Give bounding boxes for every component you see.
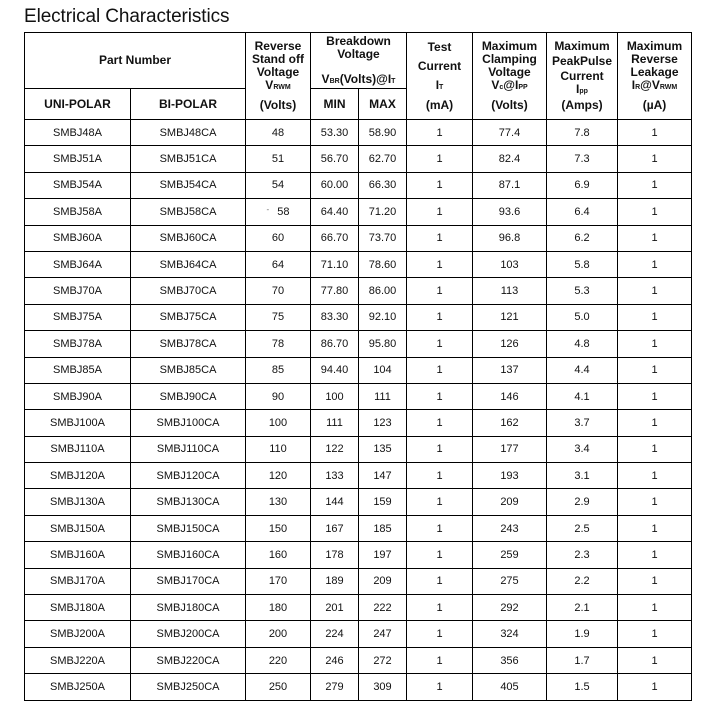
table-row (25, 436, 692, 462)
header-uni-polar: UNI-POLAR (25, 89, 131, 120)
header-part-number: Part Number (25, 33, 246, 89)
cell-test-current: 1 (407, 436, 473, 462)
cell-peak-pulse-current: 1.9 (547, 621, 618, 647)
header-vrwm-line2: Stand off (252, 52, 304, 66)
cell-bi-polar: SMBJ150CA (131, 515, 246, 541)
cell-vrwm: 110 (246, 436, 311, 462)
cell-peak-pulse-current: 4.4 (547, 357, 618, 383)
cell-clamping-voltage: 87.1 (473, 172, 547, 198)
cell-reverse-leakage: 1 (618, 278, 692, 304)
cell-vbr-max: 209 (359, 568, 407, 594)
header-peak-line2: PeakPulse (551, 54, 613, 68)
header-vbr-min: MIN (311, 89, 359, 120)
cell-peak-pulse-current: 2.1 (547, 595, 618, 621)
cell-peak-pulse-current: 2.5 (547, 515, 618, 541)
cell-vbr-min: 224 (311, 621, 359, 647)
cell-uni-polar: SMBJ200A (25, 621, 131, 647)
table-row (25, 278, 692, 304)
cell-vrwm: 54 (246, 172, 311, 198)
table-row (25, 542, 692, 568)
cell-test-current: 1 (407, 621, 473, 647)
cell-bi-polar: SMBJ180CA (131, 595, 246, 621)
cell-vbr-max: 111 (359, 383, 407, 409)
cell-uni-polar: SMBJ170A (25, 568, 131, 594)
header-peak-line1: Maximum (554, 39, 610, 53)
header-leakage-line2: Reverse (631, 52, 678, 66)
cell-reverse-leakage: 1 (618, 595, 692, 621)
header-test-symbol: IT (435, 77, 444, 92)
cell-bi-polar: SMBJ120CA (131, 463, 246, 489)
cell-vbr-min: 122 (311, 436, 359, 462)
cell-clamping-voltage: 121 (473, 304, 547, 330)
cell-vrwm: 51 (246, 146, 311, 172)
table-row (25, 331, 692, 357)
cell-vrwm: 120 (246, 463, 311, 489)
cell-vbr-min: 178 (311, 542, 359, 568)
table-row (25, 146, 692, 172)
cell-test-current: 1 (407, 304, 473, 330)
cell-test-current: 1 (407, 172, 473, 198)
cell-vbr-min: 94.40 (311, 357, 359, 383)
cell-vbr-min: 201 (311, 595, 359, 621)
cell-uni-polar: SMBJ160A (25, 542, 131, 568)
cell-vbr-max: 147 (359, 463, 407, 489)
cell-clamping-voltage: 177 (473, 436, 547, 462)
header-test-unit: (mA) (425, 97, 454, 112)
cell-uni-polar: SMBJ51A (25, 146, 131, 172)
cell-bi-polar: SMBJ64CA (131, 251, 246, 277)
cell-vbr-max: 58.90 (359, 120, 407, 146)
section-title: Electrical Characteristics (24, 6, 230, 27)
cell-vbr-min: 56.70 (311, 146, 359, 172)
cell-reverse-leakage: 1 (618, 304, 692, 330)
cell-uni-polar: SMBJ220A (25, 647, 131, 673)
cell-peak-pulse-current: 7.8 (547, 120, 618, 146)
electrical-characteristics-table (24, 32, 692, 701)
cell-vbr-min: 167 (311, 515, 359, 541)
header-max-peak-pulse-current (547, 33, 618, 120)
cell-peak-pulse-current: 1.5 (547, 674, 618, 700)
cell-reverse-leakage: 1 (618, 120, 692, 146)
cell-uni-polar: SMBJ180A (25, 595, 131, 621)
cell-clamping-voltage: 275 (473, 568, 547, 594)
cell-reverse-leakage: 1 (618, 568, 692, 594)
cell-test-current: 1 (407, 410, 473, 436)
cell-clamping-voltage: 405 (473, 674, 547, 700)
cell-bi-polar: SMBJ78CA (131, 331, 246, 357)
header-vrwm-line1: Reverse (254, 39, 302, 53)
cell-vbr-min: 246 (311, 647, 359, 673)
cell-vrwm: 130 (246, 489, 311, 515)
cell-vbr-min: 53.30 (311, 120, 359, 146)
cell-vbr-min: 133 (311, 463, 359, 489)
cell-vbr-min: 66.70 (311, 225, 359, 251)
cell-vrwm: 64 (246, 251, 311, 277)
cell-peak-pulse-current: 2.3 (547, 542, 618, 568)
cell-bi-polar: SMBJ200CA (131, 621, 246, 647)
cell-vbr-max: 71.20 (359, 199, 407, 225)
cell-reverse-leakage: 1 (618, 172, 692, 198)
header-test-current (407, 33, 473, 120)
cell-test-current: 1 (407, 357, 473, 383)
header-vrwm-line3: Voltage (256, 65, 300, 79)
cell-clamping-voltage: 82.4 (473, 146, 547, 172)
cell-reverse-leakage: 1 (618, 436, 692, 462)
cell-vbr-max: 222 (359, 595, 407, 621)
cell-peak-pulse-current: 6.4 (547, 199, 618, 225)
table-row (25, 199, 692, 225)
cell-reverse-leakage: 1 (618, 647, 692, 673)
cell-vbr-min: 77.80 (311, 278, 359, 304)
cell-uni-polar: SMBJ90A (25, 383, 131, 409)
header-vrwm-symbol: VRWM (265, 78, 291, 92)
header-bi-polar: BI-POLAR (131, 89, 246, 120)
cell-vrwm: 220 (246, 647, 311, 673)
cell-peak-pulse-current: 2.2 (547, 568, 618, 594)
cell-uni-polar: SMBJ85A (25, 357, 131, 383)
cell-vbr-min: 144 (311, 489, 359, 515)
cell-peak-pulse-current: 6.9 (547, 172, 618, 198)
header-peak-symbol: Ipp (576, 82, 588, 96)
cell-clamping-voltage: 209 (473, 489, 547, 515)
table-row (25, 225, 692, 251)
cell-reverse-leakage: 1 (618, 251, 692, 277)
cell-uni-polar: SMBJ58A (25, 199, 131, 225)
cell-uni-polar: SMBJ75A (25, 304, 131, 330)
cell-vbr-max: 95.80 (359, 331, 407, 357)
cell-test-current: 1 (407, 146, 473, 172)
cell-test-current: 1 (407, 647, 473, 673)
table-row (25, 595, 692, 621)
cell-bi-polar: SMBJ250CA (131, 674, 246, 700)
cell-vbr-max: 104 (359, 357, 407, 383)
cell-uni-polar: SMBJ250A (25, 674, 131, 700)
cell-clamping-voltage: 77.4 (473, 120, 547, 146)
header-max-clamping-voltage (473, 33, 547, 120)
cell-test-current: 1 (407, 542, 473, 568)
cell-uni-polar: SMBJ120A (25, 463, 131, 489)
cell-vbr-max: 66.30 (359, 172, 407, 198)
cell-test-current: 1 (407, 463, 473, 489)
cell-vbr-min: 60.00 (311, 172, 359, 198)
cell-bi-polar: SMBJ90CA (131, 383, 246, 409)
header-clamping-line1: Maximum (481, 39, 538, 53)
cell-clamping-voltage: 259 (473, 542, 547, 568)
cell-uni-polar: SMBJ150A (25, 515, 131, 541)
cell-peak-pulse-current: 1.7 (547, 647, 618, 673)
cell-clamping-voltage: 243 (473, 515, 547, 541)
table-row (25, 515, 692, 541)
table-row (25, 463, 692, 489)
stray-mark: - (266, 204, 270, 214)
table-row (25, 410, 692, 436)
cell-bi-polar: SMBJ70CA (131, 278, 246, 304)
cell-uni-polar: SMBJ54A (25, 172, 131, 198)
cell-test-current: 1 (407, 120, 473, 146)
table-row (25, 674, 692, 700)
header-vrwm-unit: (Volts) (259, 98, 297, 112)
header-max-reverse-leakage (618, 33, 692, 120)
cell-vrwm: 85 (246, 357, 311, 383)
cell-test-current: 1 (407, 199, 473, 225)
header-peak-line3: Current (560, 69, 604, 83)
cell-value: 58 (277, 205, 290, 218)
cell-reverse-leakage: 1 (618, 331, 692, 357)
cell-clamping-voltage: 126 (473, 331, 547, 357)
header-leakage-line3: Leakage (630, 65, 679, 79)
cell-peak-pulse-current: 2.9 (547, 489, 618, 515)
cell-reverse-leakage: 1 (618, 542, 692, 568)
cell-vbr-min: 86.70 (311, 331, 359, 357)
header-leakage-line1: Maximum (626, 39, 683, 53)
cell-peak-pulse-current: 4.8 (547, 331, 618, 357)
cell-vbr-max: 78.60 (359, 251, 407, 277)
cell-vbr-max: 309 (359, 674, 407, 700)
cell-reverse-leakage: 1 (618, 357, 692, 383)
cell-vbr-max: 123 (359, 410, 407, 436)
cell-test-current: 1 (407, 278, 473, 304)
cell-vrwm: 150 (246, 515, 311, 541)
header-clamping-line2: Clamping (482, 52, 537, 66)
header-test-line1: Test (427, 39, 452, 54)
table-row (25, 647, 692, 673)
table-row (25, 383, 692, 409)
table-row (25, 621, 692, 647)
header-clamping-unit: (Volts) (491, 98, 528, 112)
cell-peak-pulse-current: 3.1 (547, 463, 618, 489)
cell-reverse-leakage: 1 (618, 410, 692, 436)
cell-test-current: 1 (407, 515, 473, 541)
cell-reverse-leakage: 1 (618, 146, 692, 172)
cell-test-current: 1 (407, 225, 473, 251)
cell-vbr-max: 73.70 (359, 225, 407, 251)
cell-peak-pulse-current: 7.3 (547, 146, 618, 172)
cell-vrwm: 48 (246, 120, 311, 146)
header-peak-unit: (Amps) (561, 98, 603, 112)
cell-clamping-voltage: 113 (473, 278, 547, 304)
cell-vrwm: 170 (246, 568, 311, 594)
cell-vrwm: 70 (246, 278, 311, 304)
cell-bi-polar: SMBJ54CA (131, 172, 246, 198)
cell-test-current: 1 (407, 383, 473, 409)
table-row (25, 251, 692, 277)
header-test-line2: Current (417, 58, 462, 73)
cell-reverse-leakage: 1 (618, 383, 692, 409)
header-breakdown-symbol: VBR(Volts)@IT (321, 72, 396, 86)
cell-uni-polar: SMBJ48A (25, 120, 131, 146)
cell-vbr-max: 135 (359, 436, 407, 462)
cell-bi-polar: SMBJ160CA (131, 542, 246, 568)
header-clamping-line3: Voltage (488, 65, 531, 79)
cell-bi-polar: SMBJ60CA (131, 225, 246, 251)
cell-vbr-max: 272 (359, 647, 407, 673)
cell-bi-polar: SMBJ48CA (131, 120, 246, 146)
cell-uni-polar: SMBJ78A (25, 331, 131, 357)
cell-clamping-voltage: 146 (473, 383, 547, 409)
cell-clamping-voltage: 137 (473, 357, 547, 383)
cell-clamping-voltage: 103 (473, 251, 547, 277)
cell-clamping-voltage: 193 (473, 463, 547, 489)
cell-reverse-leakage: 1 (618, 225, 692, 251)
cell-reverse-leakage: 1 (618, 515, 692, 541)
table-row (25, 172, 692, 198)
cell-clamping-voltage: 356 (473, 647, 547, 673)
table-row (25, 120, 692, 146)
cell-test-current: 1 (407, 568, 473, 594)
cell-vrwm: 90 (246, 383, 311, 409)
cell-uni-polar: SMBJ110A (25, 436, 131, 462)
cell-test-current: 1 (407, 674, 473, 700)
cell-vrwm: 60 (246, 225, 311, 251)
cell-peak-pulse-current: 5.0 (547, 304, 618, 330)
cell-vbr-max: 86.00 (359, 278, 407, 304)
cell-clamping-voltage: 162 (473, 410, 547, 436)
cell-uni-polar: SMBJ100A (25, 410, 131, 436)
cell-vbr-min: 64.40 (311, 199, 359, 225)
header-leakage-symbol: IR@VRWM (631, 78, 678, 92)
cell-peak-pulse-current: 5.8 (547, 251, 618, 277)
header-breakdown-line1: Breakdown (326, 34, 391, 48)
cell-reverse-leakage: 1 (618, 199, 692, 225)
cell-bi-polar: SMBJ51CA (131, 146, 246, 172)
cell-bi-polar: SMBJ220CA (131, 647, 246, 673)
cell-test-current: 1 (407, 251, 473, 277)
table-row (25, 357, 692, 383)
cell-test-current: 1 (407, 595, 473, 621)
cell-vbr-max: 247 (359, 621, 407, 647)
cell-vrwm: 78 (246, 331, 311, 357)
cell-vbr-max: 197 (359, 542, 407, 568)
cell-reverse-leakage: 1 (618, 674, 692, 700)
cell-bi-polar: SMBJ130CA (131, 489, 246, 515)
cell-vrwm: 75 (246, 304, 311, 330)
cell-vbr-min: 83.30 (311, 304, 359, 330)
cell-bi-polar: SMBJ75CA (131, 304, 246, 330)
cell-vrwm: 200 (246, 621, 311, 647)
cell-peak-pulse-current: 4.1 (547, 383, 618, 409)
header-vbr-max: MAX (359, 89, 407, 120)
cell-vrwm (246, 199, 311, 225)
cell-uni-polar: SMBJ60A (25, 225, 131, 251)
table-body (25, 120, 692, 701)
cell-uni-polar: SMBJ70A (25, 278, 131, 304)
cell-vbr-max: 62.70 (359, 146, 407, 172)
table-row (25, 489, 692, 515)
cell-bi-polar: SMBJ170CA (131, 568, 246, 594)
cell-peak-pulse-current: 6.2 (547, 225, 618, 251)
cell-vrwm: 160 (246, 542, 311, 568)
cell-test-current: 1 (407, 489, 473, 515)
cell-vrwm: 180 (246, 595, 311, 621)
header-leakage-unit: (µA) (642, 98, 667, 112)
header-breakdown-line2: Voltage (337, 47, 380, 61)
cell-peak-pulse-current: 3.4 (547, 436, 618, 462)
cell-clamping-voltage: 292 (473, 595, 547, 621)
cell-vbr-min: 279 (311, 674, 359, 700)
table-row (25, 568, 692, 594)
header-clamping-symbol: Vc@IPP (491, 78, 528, 92)
cell-vbr-max: 92.10 (359, 304, 407, 330)
cell-vbr-min: 189 (311, 568, 359, 594)
header-reverse-standoff-voltage (246, 33, 311, 120)
cell-peak-pulse-current: 5.3 (547, 278, 618, 304)
cell-peak-pulse-current: 3.7 (547, 410, 618, 436)
header-breakdown-voltage (311, 33, 407, 89)
cell-vrwm: 100 (246, 410, 311, 436)
cell-clamping-voltage: 93.6 (473, 199, 547, 225)
cell-reverse-leakage: 1 (618, 621, 692, 647)
cell-reverse-leakage: 1 (618, 489, 692, 515)
cell-uni-polar: SMBJ130A (25, 489, 131, 515)
cell-vbr-max: 159 (359, 489, 407, 515)
cell-bi-polar: SMBJ85CA (131, 357, 246, 383)
cell-bi-polar: SMBJ110CA (131, 436, 246, 462)
cell-reverse-leakage: 1 (618, 463, 692, 489)
cell-clamping-voltage: 96.8 (473, 225, 547, 251)
table-row (25, 304, 692, 330)
cell-uni-polar: SMBJ64A (25, 251, 131, 277)
cell-bi-polar: SMBJ58CA (131, 199, 246, 225)
cell-vrwm: 250 (246, 674, 311, 700)
cell-vbr-min: 100 (311, 383, 359, 409)
cell-vbr-min: 71.10 (311, 251, 359, 277)
cell-bi-polar: SMBJ100CA (131, 410, 246, 436)
cell-test-current: 1 (407, 331, 473, 357)
cell-vbr-max: 185 (359, 515, 407, 541)
cell-vbr-min: 111 (311, 410, 359, 436)
cell-clamping-voltage: 324 (473, 621, 547, 647)
